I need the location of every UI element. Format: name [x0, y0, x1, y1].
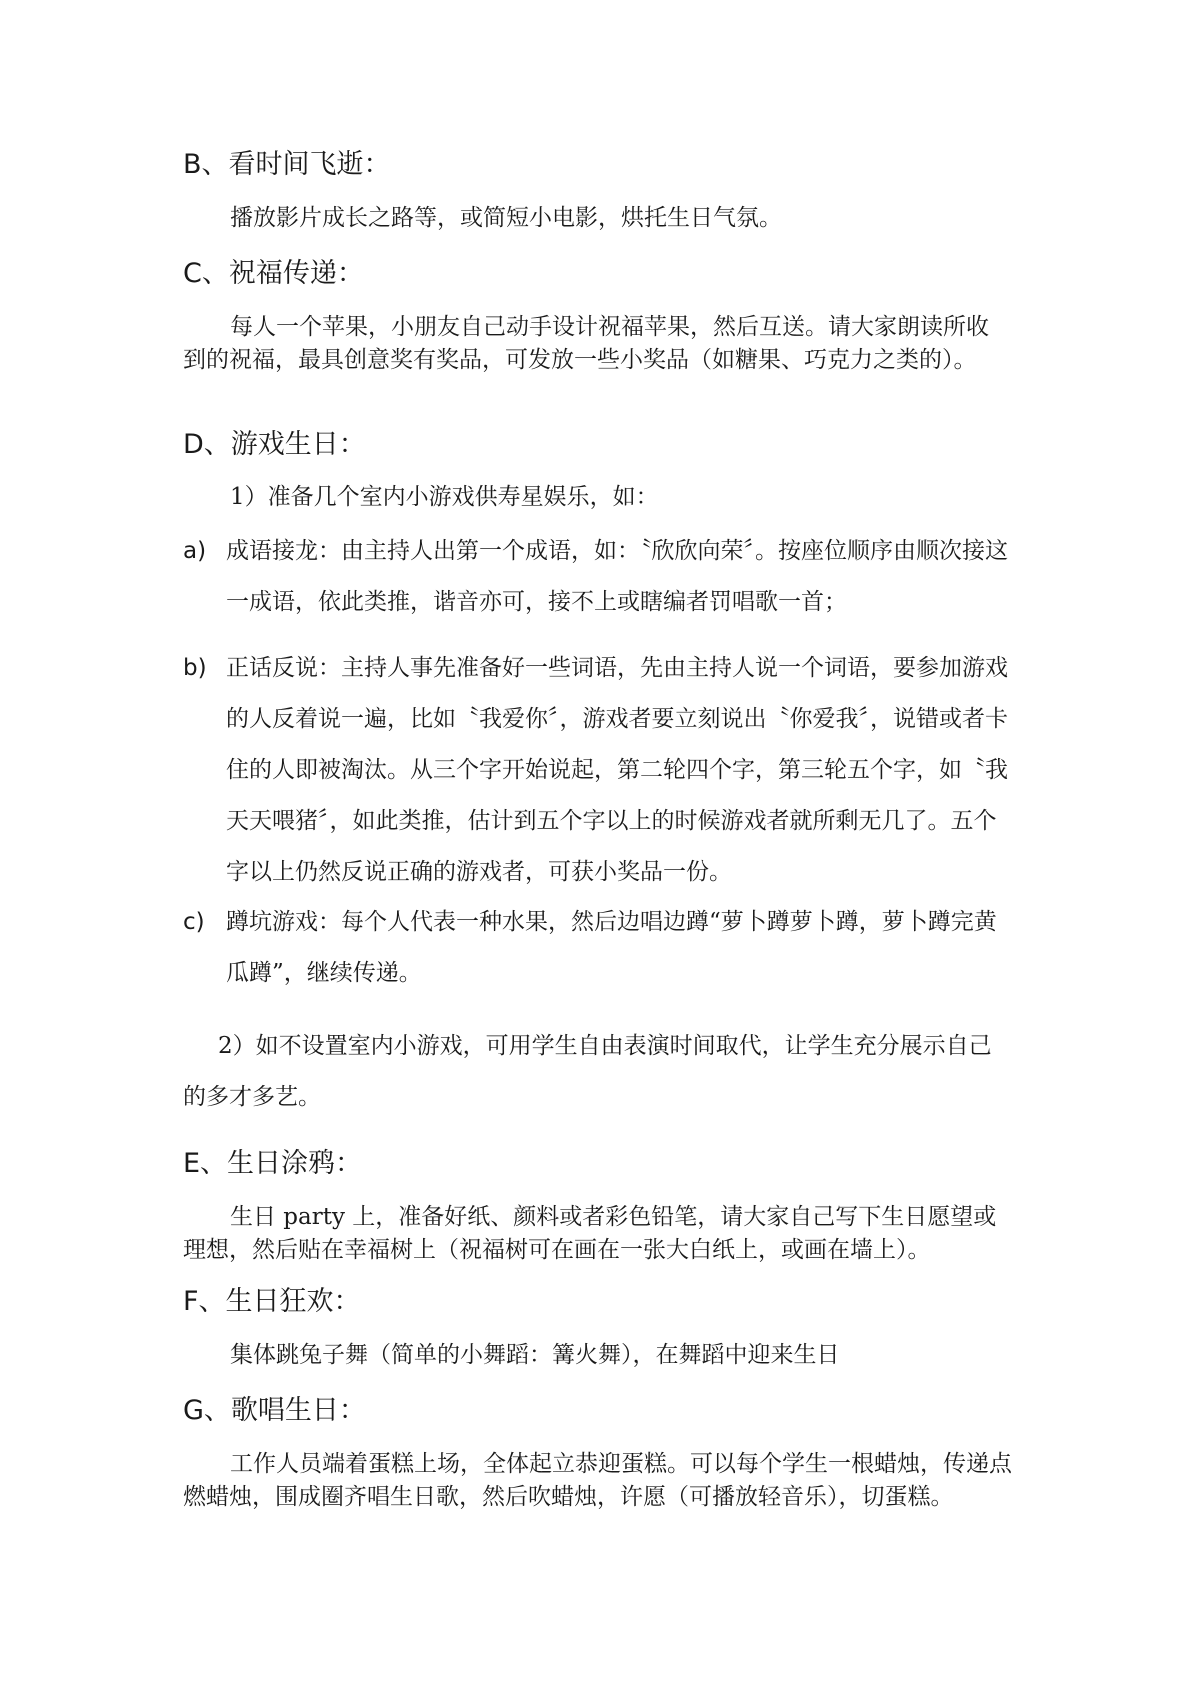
section-e-text: 生日 party 上，准备好纸、颜料或者彩色铅笔，请大家自己写下生日愿望或理想，然后贴在幸福树上（祝福树可在画在一张大白纸上，或画在墙上）。 [183, 1204, 997, 1263]
section-d-intro: 1）准备几个室内小游戏供寿星娱乐，如： [230, 484, 659, 510]
list-marker: c) [183, 909, 205, 935]
list-item-text: 正话反说：主持人事先准备好一些词语，先由主持人说一个词语，要参加游戏的人反着说一遍，比如〝我爱你〞，游戏者要立刻说出〝你爱我〞，说错或者卡住的人即被淘汰。从三个字开始说起，第二轮四个字，第三轮五个字，如〝我天天喂猪〞，如此类推，估计到五个字以上的时候游戏者就所剩无几了。五个字以上仍然反说正确的游戏者，可获小奖品一份。 [226, 655, 1008, 885]
section-d-heading: D、游戏生日： [183, 429, 366, 460]
list-item-text: 蹲坑游戏：每个人代表一种水果，然后边唱边蹲“萝卜蹲萝卜蹲，萝卜蹲完黄瓜蹲”，继续传递。 [226, 909, 997, 986]
section-d-outro: 2）如不设置室内小游戏，可用学生自由表演时间取代，让学生充分展示自己的多才多艺。 [183, 1033, 992, 1110]
list-marker: a) [183, 538, 207, 564]
section-f-heading: F、生日狂欢： [183, 1286, 361, 1317]
section-f-text: 集体跳兔子舞（简单的小舞蹈：篝火舞），在舞蹈中迎来生日 [230, 1342, 840, 1368]
section-g-heading: G、歌唱生日： [183, 1395, 366, 1426]
section-c-text: 每人一个苹果，小朋友自己动手设计祝福苹果，然后互送。请大家朗读所收到的祝福，最具创意奖有奖品，可发放一些小奖品（如糖果、巧克力之类的）。 [183, 314, 989, 373]
section-b-text: 播放影片成长之路等，或简短小电影，烘托生日气氛。 [230, 205, 782, 231]
list-marker: b) [183, 655, 207, 681]
list-item-text: 成语接龙：由主持人出第一个成语，如：〝欣欣向荣〞。按座位顺序由顺次接这一成语，依此类推，谐音亦可，接不上或瞎编者罚唱歌一首； [226, 538, 1008, 615]
section-g-text: 工作人员端着蛋糕上场，全体起立恭迎蛋糕。可以每个学生一根蜡烛，传递点燃蜡烛，围成圈齐唱生日歌，然后吹蜡烛，许愿（可播放轻音乐），切蛋糕。 [183, 1451, 1012, 1510]
section-e-heading: E、生日涂鸦： [183, 1148, 363, 1179]
section-c-heading: C、祝福传递： [183, 258, 364, 289]
section-b-heading: B、看时间飞逝： [183, 149, 391, 180]
